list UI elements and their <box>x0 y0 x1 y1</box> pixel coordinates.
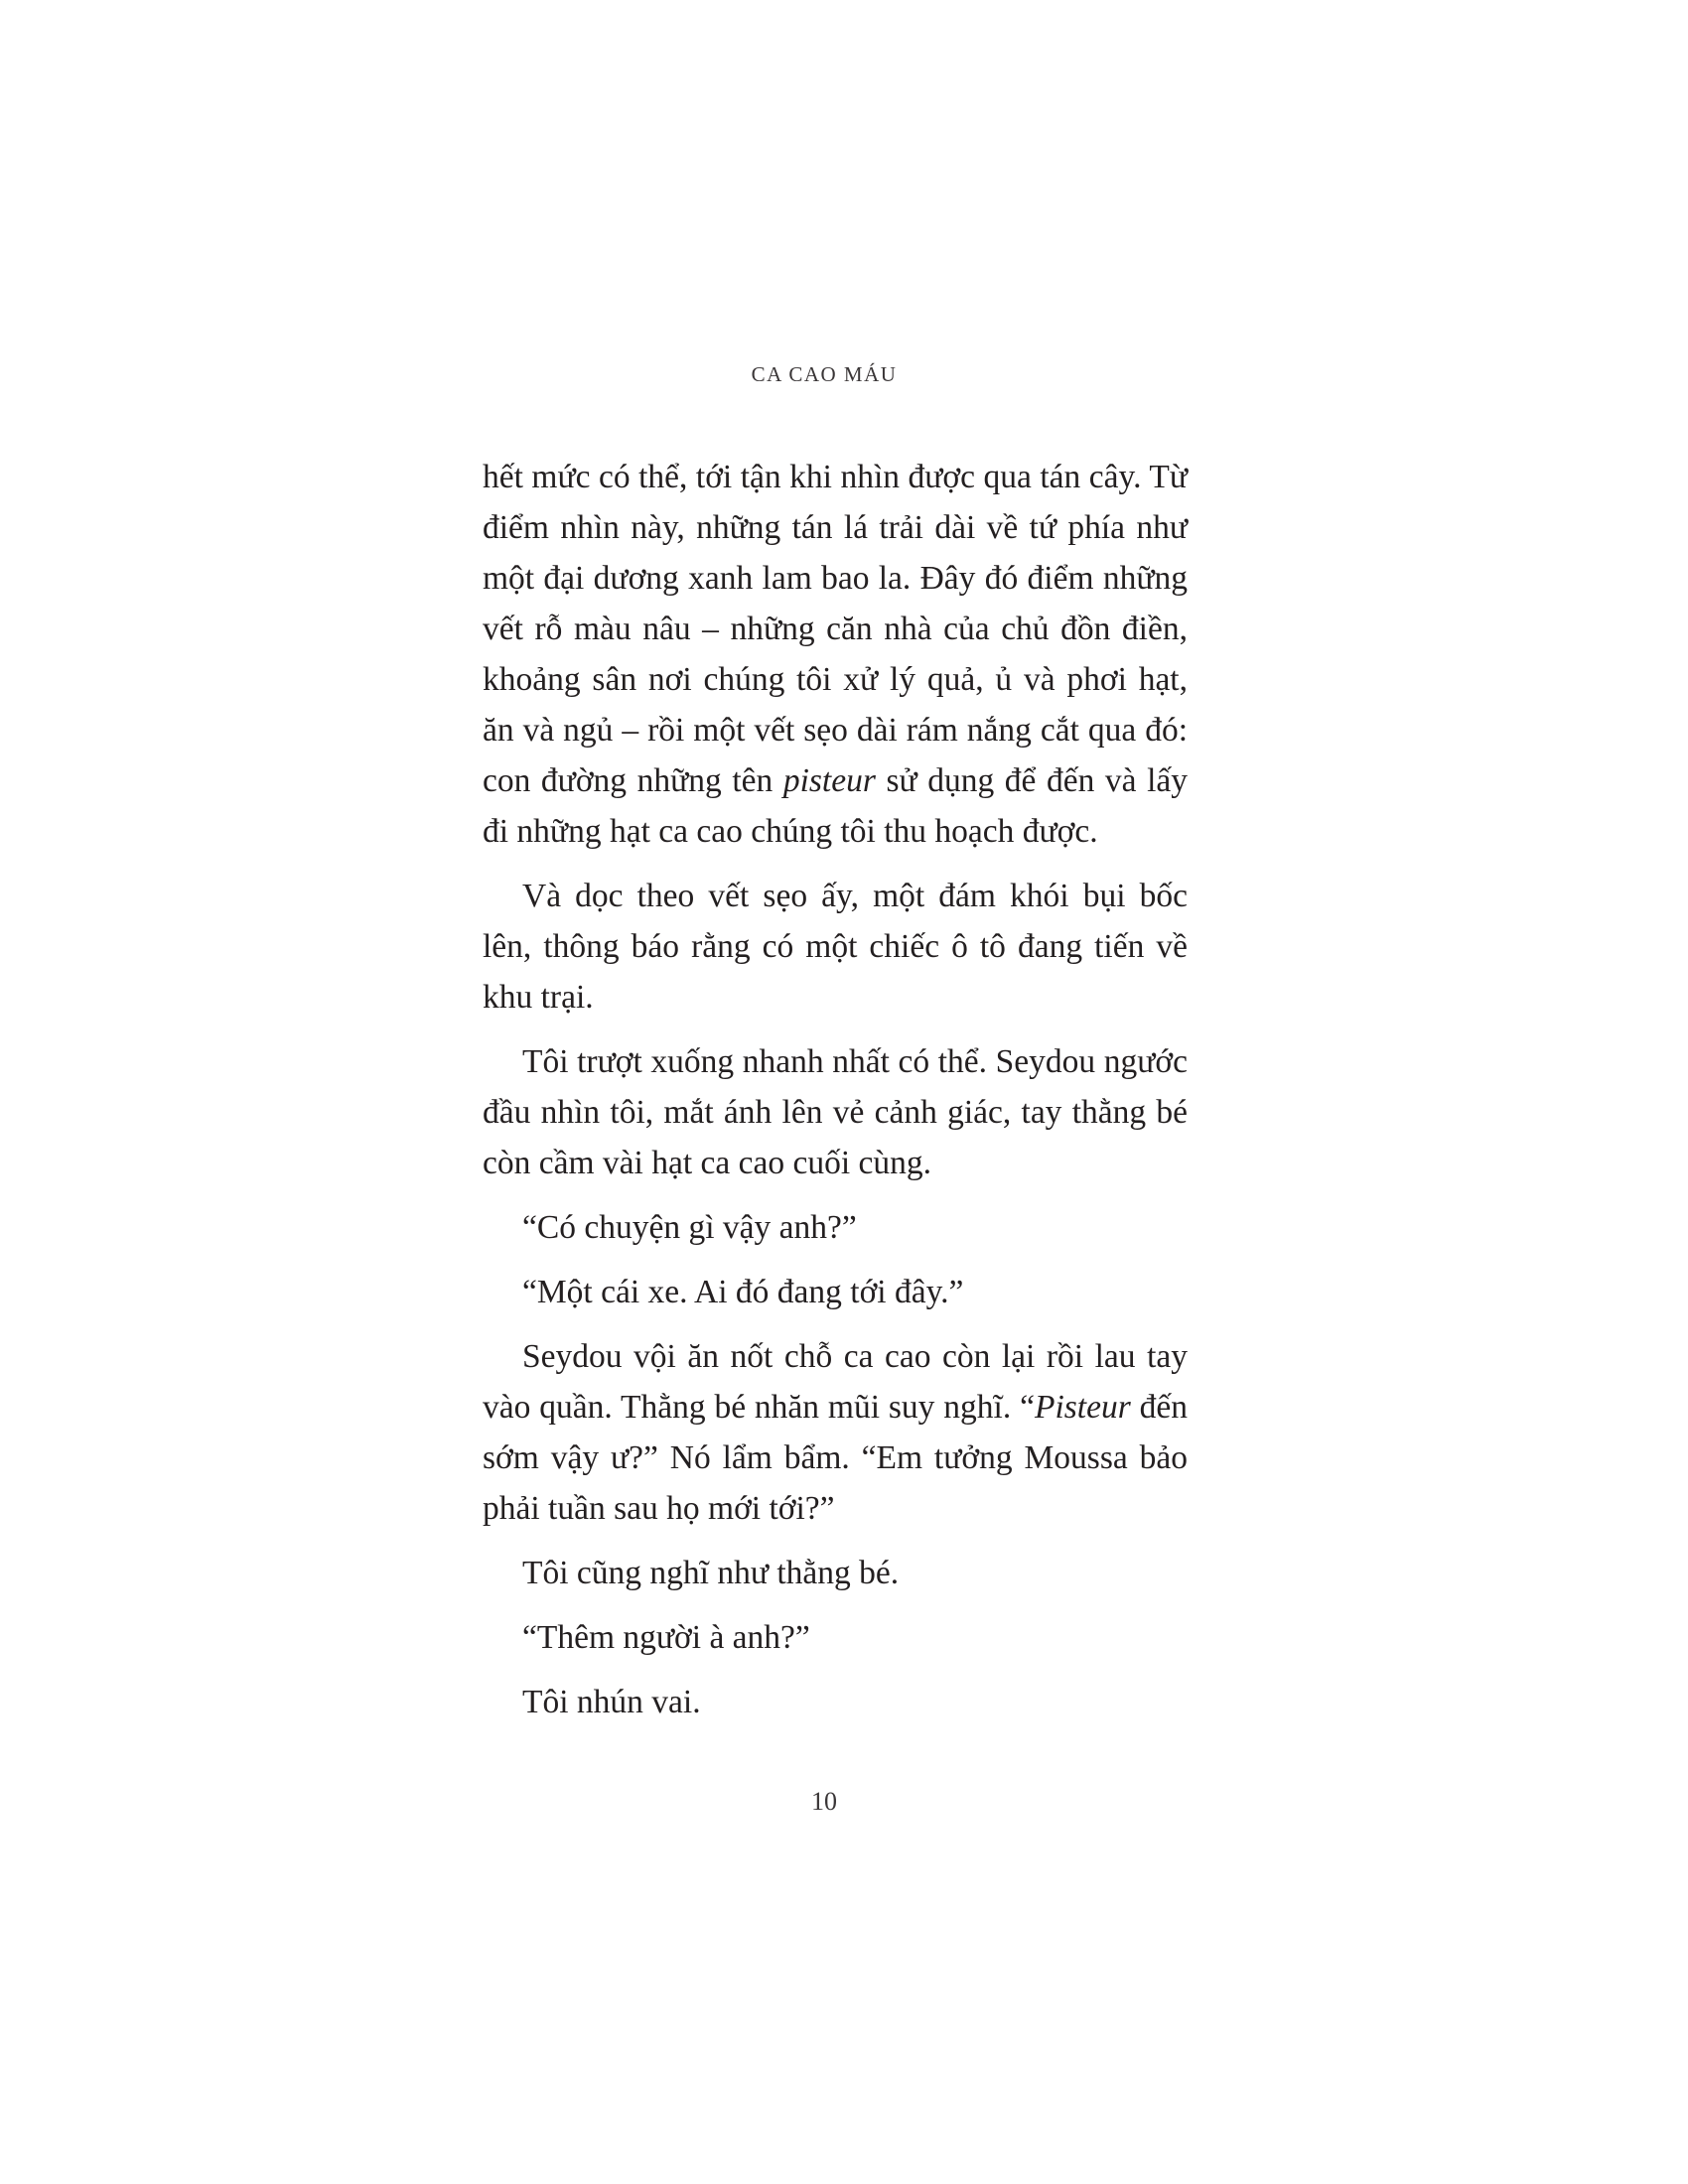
text-run: Tôi trượt xuống nhanh nhất có thể. Seydou ngước đầu nhìn tôi, mắt ánh lên vẻ cảnh giác, tay thằng bé còn cầm vài hạt ca cao cuối cùng. <box>483 1043 1188 1181</box>
paragraph <box>483 871 1188 1023</box>
paragraph <box>483 1267 1188 1317</box>
paragraph <box>483 1548 1188 1598</box>
running-header: CA CAO MÁU <box>751 362 898 386</box>
text-run: Và dọc theo vết sẹo ấy, một đám khói bụi bốc lên, thông báo rằng có một chiếc ô tô đang tiến về khu trại. <box>483 878 1188 1016</box>
paragraph <box>483 1677 1188 1727</box>
paragraph <box>483 452 1188 857</box>
text-run: đến sớm vậy ư?” Nó lẩm bẩm. “Em tưởng Moussa bảo phải tuần sau họ mới tới?” <box>483 1389 1189 1527</box>
text-run: “Có chuyện gì vậy anh?” <box>522 1209 857 1246</box>
text-run: “Một cái xe. Ai đó đang tới đây.” <box>522 1274 964 1310</box>
paragraph <box>483 1331 1188 1534</box>
text-run: sử dụng để đến và lấy đi những hạt ca cao chúng tôi thu hoạch được. <box>483 762 1188 850</box>
italic-text-run: Pisteur <box>1034 1389 1131 1426</box>
paragraph <box>483 1036 1188 1188</box>
text-run: “Thêm người à anh?” <box>522 1619 810 1656</box>
text-run: hết mức có thể, tới tận khi nhìn được qua tán cây. Từ điểm nhìn này, những tán lá trải dài về tứ phía như một đại dương xanh lam bao la. Đây đó điểm những vết rỗ màu nâu – những căn nhà của chủ đồn điền, khoảng sân nơi chúng tôi xử lý quả, ủ và phơi hạt, ăn và ngủ – rồi một vết sẹo dài rám nắng cắt qua đó: con đường những tên <box>483 459 1188 799</box>
paragraph <box>483 1202 1188 1253</box>
text-run: Tôi cũng nghĩ như thằng bé. <box>522 1555 900 1591</box>
text-run: Seydou vội ăn nốt chỗ ca cao còn lại rồi lau tay vào quần. Thằng bé nhăn mũi suy nghĩ. “ <box>483 1338 1188 1426</box>
body-text <box>483 452 1188 1741</box>
page-number: 10 <box>811 1787 837 1816</box>
paragraph <box>483 1612 1188 1663</box>
text-run: Tôi nhún vai. <box>522 1684 701 1720</box>
italic-text-run: pisteur <box>782 762 876 799</box>
